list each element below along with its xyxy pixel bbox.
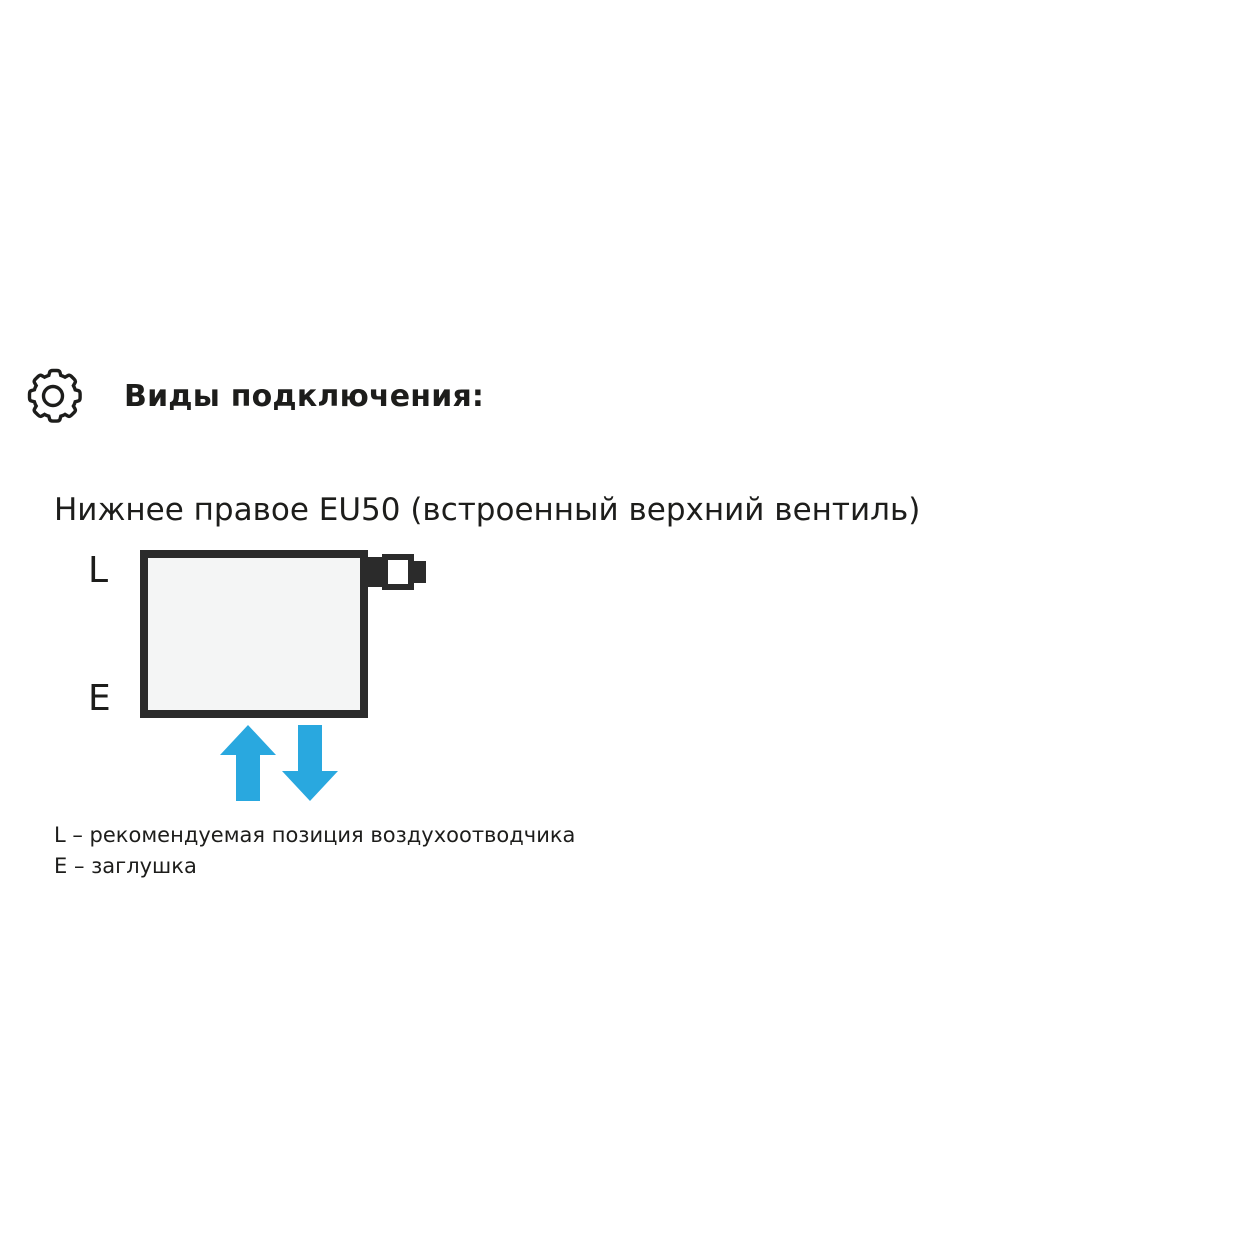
valve-neck [368,557,382,587]
radiator-body [140,550,368,718]
label-plug-position: E [88,678,111,720]
legend-item: L – рекомендуемая позиция воздухоотводчика [54,823,576,848]
arrow-down-icon [282,725,338,805]
valve-body [382,554,414,590]
gear-icon [24,367,82,425]
legend-item: E – заглушка [54,853,197,878]
section-header [24,364,484,428]
connection-type-title: Нижнее правое EU50 (встроенный верхний вентиль) [54,492,921,528]
legend [54,820,1154,881]
flow-arrows [220,725,350,801]
radiator-connection-diagram [54,545,474,810]
connection-block [54,492,1154,881]
label-air-vent-position: L [88,550,109,592]
arrow-up-icon [220,725,276,805]
page-title: Виды подключения: [124,378,485,414]
valve-cap [414,561,426,583]
